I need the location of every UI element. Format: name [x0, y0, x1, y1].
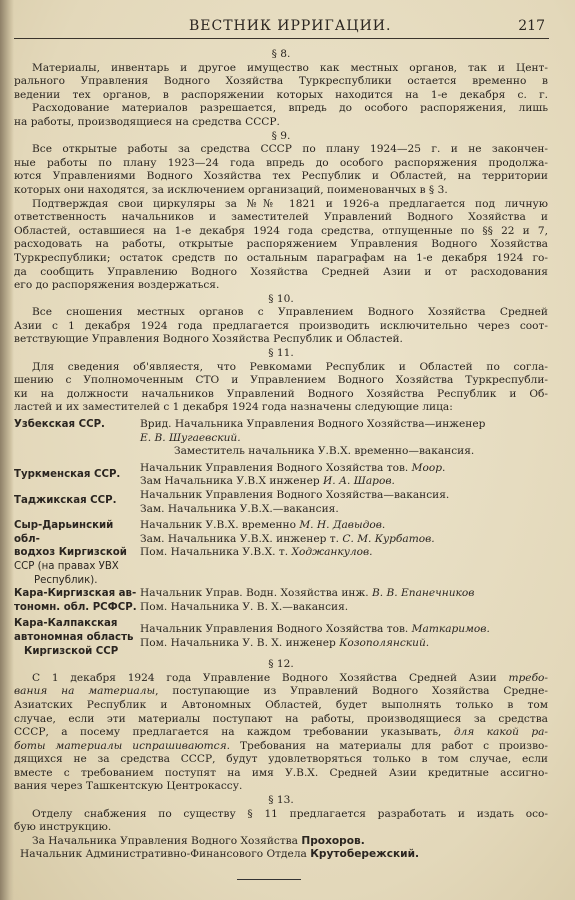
person-name: Маткаримов.	[411, 623, 490, 636]
text-line: Для сведения об'являестя, что Ревкомами Республик и Областей по согла-	[32, 360, 548, 373]
section-heading-8: § 8.	[271, 48, 291, 60]
appointment-line: Заместитель начальника У.В.Х. временно—вакансия.	[174, 445, 475, 458]
text-line: боты материалы испрашиваются. Требования на материалы для работ с произво-	[14, 739, 549, 752]
signature-line: За Начальника Управления Водного Хозяйства Прохоров.	[32, 834, 365, 847]
appointment-line: Начальник Управления Водного Хозяйства тов. Маткаримов.	[140, 623, 490, 636]
end-rule	[237, 879, 301, 880]
page-header	[14, 14, 549, 39]
appointment-line: Пом. Начальника У. В. Х.—вакансия.	[140, 600, 349, 613]
person-name: М. Н. Давыдов.	[299, 519, 386, 532]
person-name: Козополянский.	[339, 636, 430, 649]
appointment-karakalpak	[14, 617, 548, 658]
region-label: тономн. обл. РСФСР.	[14, 601, 137, 613]
journal-title: ВЕСТНИК ИРРИГАЦИИ.	[189, 18, 392, 34]
paragraph-12	[14, 672, 548, 794]
appointment-line: Начальник У.В.Х. временно М. Н. Давыдов.	[140, 519, 386, 532]
appointment-line: Начальник Управления Водного Хозяйства—вакансия.	[140, 489, 450, 501]
appointment-line: Начальник Управления Водного Хозяйства тов. Моор.	[140, 461, 446, 474]
signature-block	[14, 835, 548, 862]
text-line: расходовать на работы, открытые распоряжением Управления Водного Хозяйства	[14, 238, 548, 251]
appointment-line: Пом. Начальника У.В.Х. т. Ходжанкулов.	[140, 546, 373, 559]
appointment-tajik	[14, 489, 548, 516]
text-line: которых они находятся, за исключением организаций, поименованчых в § 3.	[14, 183, 448, 196]
text-line: ются Управлениями Водного Хозяйства тех Республик и Областей, на территории	[14, 170, 548, 183]
region-label: ССР (на правах УВХ	[14, 560, 119, 572]
text-line: шению с Уполномоченным СТО и Управлением Водного Хозяйства Туркреспубли-	[14, 374, 548, 387]
text-line: Подтверждая свои циркуляры за №№ 1821 и 1926-а предлагается под личную	[32, 197, 548, 210]
signatory-name: Прохоров.	[301, 834, 365, 847]
text-line: Материалы, инвентарь и другое имущество как местных органов, так и Цент-	[32, 61, 548, 74]
person-name: В. В. Епанечников	[371, 587, 475, 600]
section-heading-10: § 10.	[268, 292, 294, 305]
article-body	[14, 48, 548, 862]
text-line: его до распоряжения воздержаться.	[14, 279, 220, 292]
text-line: ответственность начальников и заместителей Управлений Водного Хозяйства и	[14, 211, 548, 224]
region-label: водхоз Киргизской	[14, 547, 127, 559]
region-label: Сыр-Дарьинский обл-	[14, 520, 114, 545]
text-line: вместе с требованием поступят на имя У.В.Х. Средней Азии кредитные ассигно-	[14, 766, 548, 779]
text-line: Азиатских Республик и Автономных Областей, будет выполнять только в том	[14, 698, 548, 711]
paragraph-8b	[14, 102, 548, 129]
appointment-turkmen	[14, 462, 548, 489]
section-heading-12: § 12.	[268, 658, 294, 671]
person-name: Е. В. Шугаевский.	[140, 431, 241, 444]
person-name: Ходжанкулов.	[291, 546, 373, 559]
section-heading-13: § 13.	[268, 794, 294, 807]
signature-line: Начальник Административно-Финансового Отдела Крутобережский.	[20, 848, 420, 861]
region-label: Кара-Калпакская	[14, 618, 118, 630]
text-line: ведении тех органов, в распоряжении которых находится на 1-е декабря с. г.	[14, 88, 548, 101]
region-label: Киргизской ССР	[24, 645, 119, 657]
appointment-line: Зам Начальника У.В.Х инженер И. А. Шаров.	[140, 475, 395, 488]
text-line: Областей, оставшиеся на 1-е декабря 1924 года средства, отпущенные по §§ 22 и 7,	[14, 224, 548, 237]
region-label: Республик).	[34, 574, 98, 586]
paragraph-8a	[14, 62, 548, 103]
paragraph-9a	[14, 143, 548, 197]
paragraph-11	[14, 361, 548, 415]
person-name: Моор.	[411, 461, 446, 474]
text-line: ластей и их заместителей с 1 декабря 1924 года назначены следующие лица:	[14, 401, 453, 414]
text-line: Отделу снабжения по существу § 11 предлагается разработать и издать осо-	[32, 807, 548, 820]
text-line: бую инструкцию.	[14, 821, 112, 834]
page-number: 217	[518, 18, 545, 34]
appointment-karakirgiz	[14, 587, 548, 614]
paragraph-10	[14, 306, 548, 347]
appointment-syrdarya	[14, 519, 548, 587]
text-line: Туркреспублики; остаток средств по остальным параграфам на 1-е декабря 1924 го-	[14, 251, 548, 264]
appointment-line: Зам. Начальника У.В.Х.—вакансия.	[140, 502, 339, 515]
text-line: дящихся не за средства СССР, будут удовлетворяться только в том случае, если	[14, 753, 548, 766]
text-line: Азии с 1 декабря 1924 года предлагается производить исключительно через соот-	[14, 319, 548, 332]
section-heading-9: § 9.	[271, 129, 291, 142]
appointment-line: Зам. Начальника У.В.Х. инженер т. С. М. Курбатов.	[140, 532, 435, 545]
section-heading-11: § 11.	[268, 347, 294, 360]
paragraph-13	[14, 808, 548, 835]
text-line: да сообщить Управлению Водного Хозяйства Средней Азии и от расходования	[14, 265, 548, 278]
text-line: Все открытые работы за средства СССР по плану 1924—25 г. и не закончен-	[32, 143, 548, 156]
region-label: Кара-Киргизская ав-	[14, 588, 137, 600]
republic-label: Туркменская ССР.	[14, 468, 121, 480]
text-line: ветствующие Управления Водного Хозяйства Республик и Областей.	[14, 333, 403, 346]
text-line: вания через Ташкентскую Центрокассу.	[14, 780, 243, 793]
republic-label: Узбекская ССР.	[14, 419, 105, 431]
person-name: С. М. Курбатов.	[342, 532, 435, 545]
text-line: ные работы по плану 1923—24 года впредь до особого распоряжения продолжа-	[14, 156, 548, 169]
appointment-line: Пом. Начальника У. В. Х. инженер Козополянский.	[140, 636, 430, 649]
text-line: случае, если эти материалы поступают на работы, производящиеся за средства	[14, 712, 548, 725]
text-line: Расходование материалов разрешается, впредь до особого распоряжения, лишь	[32, 102, 548, 115]
binding-spine	[0, 0, 14, 900]
text-line: С 1 декабря 1924 года Управление Водного Хозяйства Средней Азии требо-	[32, 671, 548, 684]
text-line: Все сношения местных органов с Управлением Водного Хозяйства Средней	[32, 306, 548, 319]
signatory-name: Крутобережский.	[310, 848, 420, 861]
text-line: на работы, производящиеся на средства СССР.	[14, 115, 280, 128]
republic-label: Таджикская ССР.	[14, 495, 117, 506]
paragraph-9b	[14, 198, 548, 293]
region-label: автономная область	[14, 631, 134, 643]
text-line: рального Управления Водного Хозяйства Туркреспублики остается временно в	[14, 75, 548, 88]
appointment-line: Врид. Начальника Управления Водного Хозяйства—инженер	[140, 418, 486, 431]
text-line: вания на материалы, поступающие из Управлений Водного Хозяйства Средне-	[14, 685, 548, 698]
person-name: И. А. Шаров.	[323, 475, 395, 488]
text-line: СССР, а посему предлагается на каждом требовании указывать, для какой ра-	[14, 726, 548, 739]
appointment-uzbek	[14, 418, 548, 445]
text-line: ки на должности начальников Управлений Водного Хозяйства Республик и Об-	[14, 387, 548, 400]
appointment-line: Начальник Управ. Водн. Хозяйства инж. В. В. Епанечников	[140, 587, 475, 600]
